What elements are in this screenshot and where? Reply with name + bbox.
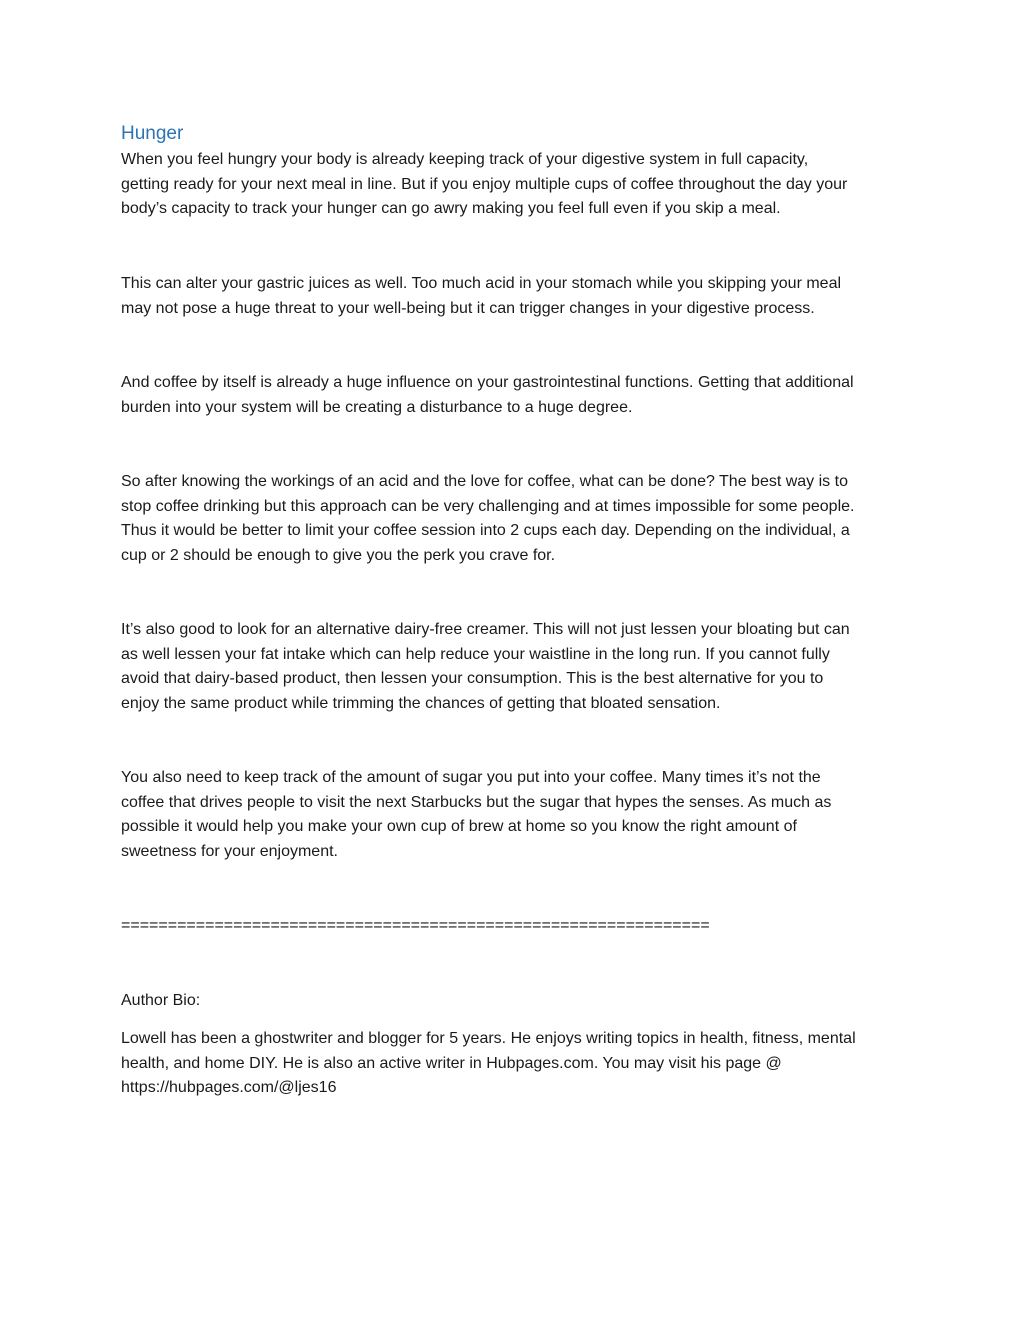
text-line: Thus it would be better to limit your coffee session into 2 cups each day. Depending on the individual, a xyxy=(121,522,850,539)
author-bio-label xyxy=(121,989,200,1014)
text-line: health, and home DIY. He is also an active writer in Hubpages.com. You may visit his page @ xyxy=(121,1054,782,1072)
text-line: sweetness for your enjoyment. xyxy=(121,842,338,860)
text-line: stop coffee drinking but this approach can be very challenging and at times impossible for some people. xyxy=(121,497,855,515)
text-line: getting ready for your next meal in line. But if you enjoy multiple cups of coffee throughout the day your xyxy=(121,175,848,193)
text-line: You also need to keep track of the amount of sugar you put into your coffee. Many times it’s not the xyxy=(121,769,821,786)
text-line: cup or 2 should be enough to give you the perk you crave for. xyxy=(121,546,556,564)
paragraph-sugar xyxy=(121,766,831,864)
text-line: And coffee by itself is already a huge influence on your gastrointestinal functions. Getting that additional xyxy=(121,374,854,391)
text-line: enjoy the same product while trimming the chances of getting that bloated sensation. xyxy=(121,694,721,712)
paragraph-gastrointestinal xyxy=(121,371,854,420)
text-line: coffee that drives people to visit the next Starbucks but the sugar that hypes the senses. As much as xyxy=(121,793,832,811)
text-line: This can alter your gastric juices as well. Too much acid in your stomach while you skipping your meal xyxy=(121,275,842,292)
paragraph-dairy-free xyxy=(121,618,850,716)
text-line: avoid that dairy-based product, then lessen your consumption. This is the best alternative for you to xyxy=(121,670,824,687)
text-line: It’s also good to look for an alternative dairy-free creamer. This will not just lessen your bloating but can xyxy=(121,621,850,638)
author-bio-text xyxy=(121,1027,856,1101)
text-line: When you feel hungry your body is already keeping track of your digestive system in full capacity, xyxy=(121,151,809,168)
text-line: may not pose a huge threat to your well-being but it can trigger changes in your digestive process. xyxy=(121,299,815,317)
text-line: possible it would help you make your own cup of brew at home so you know the right amount of xyxy=(121,818,797,835)
paragraph-limit-coffee xyxy=(121,470,854,568)
paragraph-hunger-intro xyxy=(121,148,847,222)
text-line: Lowell has been a ghostwriter and blogger for 5 years. He enjoys writing topics in health, fitness, mental xyxy=(121,1030,856,1047)
author-link-text: https://hubpages.com/@ljes16 xyxy=(121,1079,337,1096)
section-heading: Hunger xyxy=(121,123,184,144)
separator-line xyxy=(121,914,710,939)
text-line: burden into your system will be creating a disturbance to a huge degree. xyxy=(121,398,633,416)
text-line: So after knowing the workings of an acid and the love for coffee, what can be done? The best way is to xyxy=(121,473,848,490)
text-line: body’s capacity to track your hunger can go awry making you feel full even if you skip a meal. xyxy=(121,200,781,217)
author-bio-heading: Author Bio: xyxy=(121,992,201,1009)
text-line: as well lessen your fat intake which can help reduce your waistline in the long run. If you cannot fully xyxy=(121,645,830,663)
separator-text: =============================================================== xyxy=(121,917,710,934)
paragraph-gastric-juices xyxy=(121,272,841,321)
